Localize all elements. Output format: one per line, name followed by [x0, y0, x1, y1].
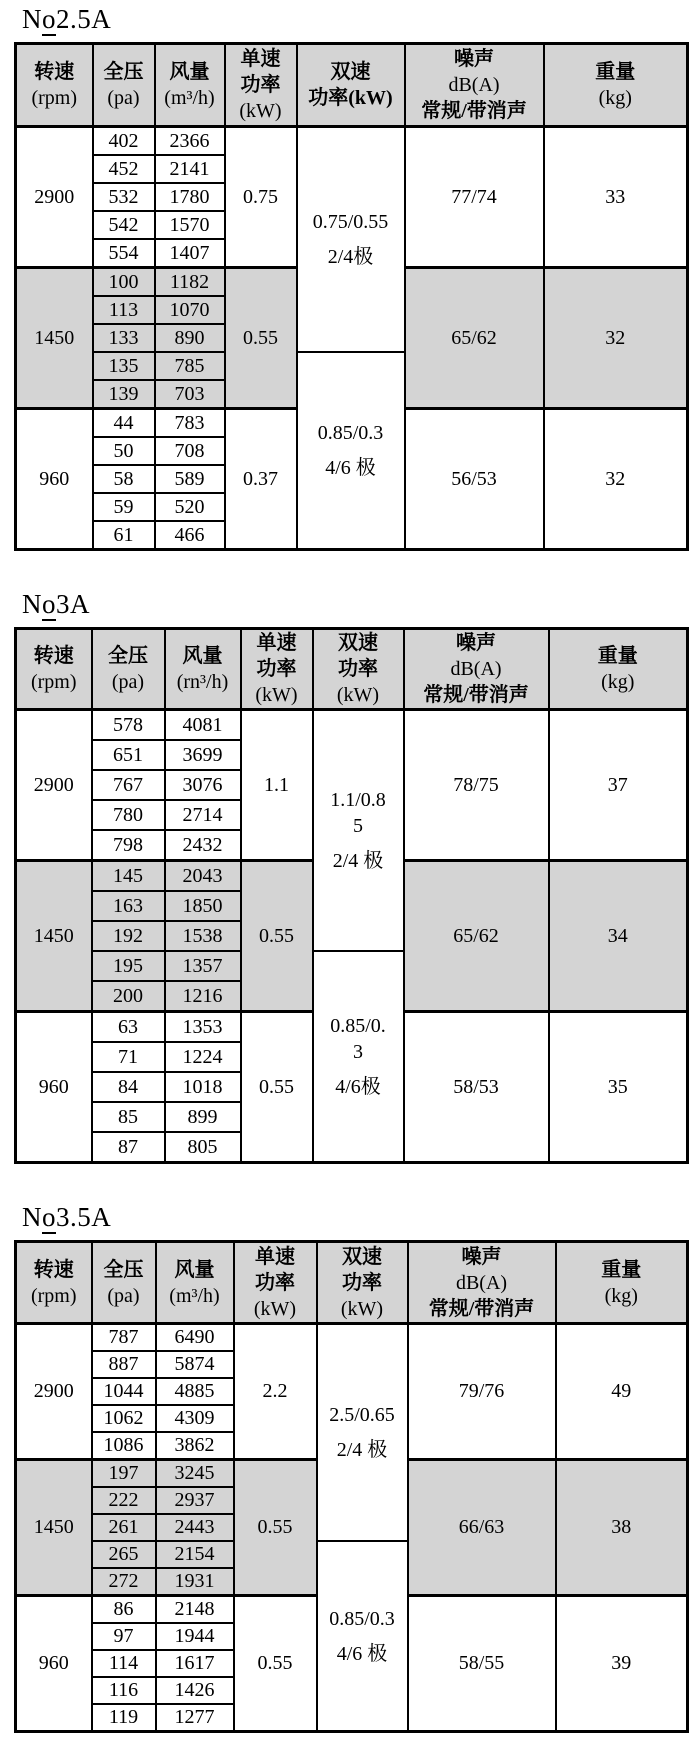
pressure-cell: 402 — [93, 127, 155, 156]
column-header-line: 常规/带消声 — [421, 100, 527, 122]
column-header-line: 全压 — [103, 61, 144, 83]
pressure-cell: 780 — [92, 800, 165, 830]
airflow-cell: 1182 — [155, 268, 225, 297]
table-title — [22, 589, 686, 620]
column-header-single-power — [234, 1242, 317, 1324]
title-pre: N — [22, 589, 42, 619]
title-pre: N — [22, 4, 42, 34]
pressure-cell: 578 — [92, 710, 165, 741]
pressure-cell: 163 — [92, 891, 165, 921]
single-power-cell: 0.55 — [241, 861, 313, 1012]
column-header-pressure — [93, 44, 155, 127]
header-row — [16, 1242, 688, 1324]
weight-cell: 37 — [549, 710, 688, 861]
weight-cell: 32 — [544, 409, 688, 550]
table-row — [16, 1324, 688, 1352]
section-no3-5a — [14, 1202, 686, 1733]
pressure-cell: 887 — [92, 1351, 156, 1378]
title-underlined: o — [42, 1202, 56, 1232]
column-header-line: 功率 — [342, 1271, 382, 1294]
airflow-cell: 1353 — [165, 1012, 241, 1043]
column-header-line: 功率 — [338, 658, 378, 680]
dual-power-line: 0.75/0.55 — [312, 211, 389, 233]
pressure-cell: 116 — [92, 1677, 156, 1704]
column-header-pressure — [92, 629, 165, 710]
pressure-cell: 651 — [92, 740, 165, 770]
column-header-line: 重量 — [597, 645, 638, 667]
airflow-cell: 1277 — [156, 1704, 234, 1732]
column-header-line: (kW) — [336, 684, 380, 706]
dual-power-cell — [297, 127, 405, 353]
column-header-line: (pa) — [107, 1284, 140, 1307]
column-header-airflow — [156, 1242, 234, 1324]
column-header-line: 双速 — [330, 61, 371, 83]
column-header-line: dB(A) — [448, 74, 500, 96]
column-header-line: 全压 — [103, 1258, 144, 1281]
column-header-line: (kg) — [604, 1284, 638, 1307]
airflow-cell: 2443 — [156, 1514, 234, 1541]
dual-power-cell — [313, 951, 404, 1163]
airflow-cell: 1070 — [155, 296, 225, 324]
noise-cell: 66/63 — [408, 1460, 556, 1596]
airflow-cell: 2148 — [156, 1596, 234, 1624]
column-header-line: 常规/带消声 — [423, 684, 529, 706]
column-header-weight — [549, 629, 688, 710]
column-header-line: 噪声 — [454, 48, 494, 70]
column-header-line: dB(A) — [455, 1271, 508, 1294]
airflow-cell: 589 — [155, 465, 225, 493]
pressure-cell: 135 — [93, 352, 155, 380]
airflow-cell: 708 — [155, 437, 225, 465]
dual-power-line: 4/6 极 — [325, 457, 376, 479]
single-power-cell: 0.55 — [225, 268, 297, 409]
airflow-cell: 1216 — [165, 981, 241, 1012]
column-header-line: 风量 — [182, 645, 223, 667]
column-header-noise — [404, 629, 549, 710]
airflow-cell: 1357 — [165, 951, 241, 981]
pressure-cell: 787 — [92, 1324, 156, 1352]
pressure-cell: 1086 — [92, 1432, 156, 1460]
column-header-dual-power — [313, 629, 404, 710]
airflow-cell: 783 — [155, 409, 225, 438]
pressure-cell: 85 — [92, 1102, 165, 1132]
airflow-cell: 1018 — [165, 1072, 241, 1102]
pressure-cell: 113 — [93, 296, 155, 324]
airflow-cell: 899 — [165, 1102, 241, 1132]
single-power-cell: 0.37 — [225, 409, 297, 550]
column-header-line: (rpm) — [30, 1284, 77, 1307]
column-header-noise — [408, 1242, 556, 1324]
pressure-cell: 50 — [93, 437, 155, 465]
rpm-cell: 2900 — [16, 710, 92, 861]
column-header-rpm — [16, 44, 93, 127]
rpm-cell: 1450 — [16, 268, 93, 409]
single-power-cell: 2.2 — [234, 1324, 317, 1460]
spec-table — [14, 627, 689, 1164]
dual-power-line: 5 — [353, 815, 363, 837]
airflow-cell: 4081 — [165, 710, 241, 741]
column-header-pressure — [92, 1242, 156, 1324]
column-header-airflow — [165, 629, 241, 710]
rpm-cell: 1450 — [16, 861, 92, 1012]
noise-cell: 65/62 — [404, 861, 549, 1012]
noise-cell: 77/74 — [405, 127, 544, 268]
airflow-cell: 1538 — [165, 921, 241, 951]
column-header-line: (pa) — [111, 671, 145, 693]
pressure-cell: 87 — [92, 1132, 165, 1163]
airflow-cell: 5874 — [156, 1351, 234, 1378]
column-header-line: 功率(kW) — [308, 87, 393, 109]
column-header-line: 全压 — [108, 645, 148, 667]
column-header-weight — [544, 44, 688, 127]
single-power-cell: 0.55 — [241, 1012, 313, 1163]
airflow-cell: 3862 — [156, 1432, 234, 1460]
airflow-cell: 3245 — [156, 1460, 234, 1488]
column-header-line: 常规/带消声 — [428, 1297, 535, 1320]
column-header-single-power — [241, 629, 313, 710]
column-header-line: 单速 — [255, 1245, 295, 1268]
airflow-cell: 1570 — [155, 211, 225, 239]
column-header-single-power — [225, 44, 297, 127]
header-row — [16, 44, 688, 127]
rpm-cell: 1450 — [16, 1460, 92, 1596]
pressure-cell: 542 — [93, 211, 155, 239]
airflow-cell: 2366 — [155, 127, 225, 156]
weight-cell: 32 — [544, 268, 688, 409]
dual-power-line: 3 — [353, 1041, 363, 1063]
airflow-cell: 805 — [165, 1132, 241, 1163]
column-header-rpm — [16, 629, 92, 710]
dual-power-cell — [317, 1541, 408, 1732]
noise-cell: 58/55 — [408, 1596, 556, 1732]
column-header-line: 风量 — [169, 61, 210, 83]
title-post: 2.5A — [56, 4, 112, 34]
pressure-cell: 58 — [93, 465, 155, 493]
weight-cell: 39 — [556, 1596, 688, 1732]
single-power-cell: 1.1 — [241, 710, 313, 861]
pressure-cell: 554 — [93, 239, 155, 268]
pressure-cell: 452 — [93, 155, 155, 183]
column-header-noise — [405, 44, 544, 127]
column-header-line: (m³/h) — [164, 87, 215, 109]
pressure-cell: 261 — [92, 1514, 156, 1541]
dual-power-cell — [297, 352, 405, 550]
pressure-cell: 133 — [93, 324, 155, 352]
dual-power-line: 4/6 极 — [336, 1642, 388, 1665]
spec-table — [14, 42, 689, 551]
pressure-cell: 97 — [92, 1623, 156, 1650]
single-power-cell: 0.75 — [225, 127, 297, 268]
pressure-cell: 1062 — [92, 1405, 156, 1432]
pressure-cell: 61 — [93, 521, 155, 550]
pressure-cell: 798 — [92, 830, 165, 861]
pressure-cell: 139 — [93, 380, 155, 409]
section-no2-5a — [14, 4, 686, 551]
dual-power-line: 2/4极 — [327, 246, 374, 268]
airflow-cell: 1944 — [156, 1623, 234, 1650]
dual-power-line: 4/6极 — [335, 1076, 381, 1098]
table-row — [16, 710, 688, 741]
airflow-cell: 1931 — [156, 1568, 234, 1596]
title-underlined: o — [42, 4, 56, 34]
airflow-cell: 2043 — [165, 861, 241, 892]
weight-cell: 49 — [556, 1324, 688, 1460]
table-title — [22, 1202, 686, 1233]
pressure-cell: 200 — [92, 981, 165, 1012]
column-header-line: (m³/h) — [169, 1284, 220, 1307]
column-header-line: (kW) — [239, 100, 282, 122]
noise-cell: 56/53 — [405, 409, 544, 550]
noise-cell: 58/53 — [404, 1012, 549, 1163]
airflow-cell: 4885 — [156, 1378, 234, 1405]
rpm-cell: 960 — [16, 409, 93, 550]
column-header-line: (rn³/h) — [176, 671, 229, 693]
pressure-cell: 100 — [93, 268, 155, 297]
column-header-line: (rpm) — [30, 671, 77, 693]
column-header-line: 单速 — [256, 632, 297, 654]
airflow-cell: 890 — [155, 324, 225, 352]
pressure-cell: 84 — [92, 1072, 165, 1102]
table-title — [22, 4, 686, 35]
title-post: 3A — [56, 589, 90, 619]
pressure-cell: 145 — [92, 861, 165, 892]
airflow-cell: 1617 — [156, 1650, 234, 1677]
column-header-line: 转速 — [34, 61, 75, 83]
single-power-cell: 0.55 — [234, 1460, 317, 1596]
pressure-cell: 63 — [92, 1012, 165, 1043]
single-power-cell: 0.55 — [234, 1596, 317, 1732]
airflow-cell: 1426 — [156, 1677, 234, 1704]
noise-cell: 79/76 — [408, 1324, 556, 1460]
spec-table — [14, 1240, 689, 1733]
column-header-line: 噪声 — [456, 632, 496, 654]
column-header-line: (kW) — [340, 1297, 384, 1320]
column-header-line: 转速 — [33, 645, 74, 667]
column-header-line: 功率 — [240, 74, 281, 96]
header-row — [16, 629, 688, 710]
table-row — [16, 127, 688, 156]
column-header-dual-power — [317, 1242, 408, 1324]
dual-power-line: 2/4 极 — [336, 1439, 388, 1461]
column-header-line: (kW) — [253, 1297, 297, 1320]
airflow-cell: 2937 — [156, 1487, 234, 1514]
pressure-cell: 1044 — [92, 1378, 156, 1405]
column-header-line: 双速 — [342, 1245, 382, 1268]
title-pre: N — [22, 1202, 42, 1232]
column-header-line: (pa) — [107, 87, 140, 109]
rpm-cell: 2900 — [16, 127, 93, 268]
column-header-line: 转速 — [33, 1258, 74, 1281]
pressure-cell: 71 — [92, 1042, 165, 1072]
column-header-line: (kW) — [255, 684, 298, 706]
dual-power-cell — [317, 1324, 408, 1542]
airflow-cell: 1407 — [155, 239, 225, 268]
dual-power-line: 0.85/0.3 — [317, 422, 384, 444]
column-header-line: (rpm) — [31, 87, 78, 109]
weight-cell: 34 — [549, 861, 688, 1012]
column-header-line: (kg) — [601, 671, 635, 693]
airflow-cell: 1780 — [155, 183, 225, 211]
column-header-rpm — [16, 1242, 92, 1324]
pressure-cell: 86 — [92, 1596, 156, 1624]
rpm-cell: 960 — [16, 1596, 92, 1732]
airflow-cell: 785 — [155, 352, 225, 380]
title-post: 3.5A — [56, 1202, 112, 1232]
column-header-weight — [556, 1242, 688, 1324]
pressure-cell: 767 — [92, 770, 165, 800]
weight-cell: 33 — [544, 127, 688, 268]
dual-power-line: 2/4 极 — [332, 850, 384, 872]
rpm-cell: 960 — [16, 1012, 92, 1163]
dual-power-cell — [313, 710, 404, 952]
airflow-cell: 1850 — [165, 891, 241, 921]
column-header-line: 功率 — [256, 658, 297, 680]
pressure-cell: 532 — [93, 183, 155, 211]
noise-cell: 65/62 — [405, 268, 544, 409]
pressure-cell: 272 — [92, 1568, 156, 1596]
airflow-cell: 4309 — [156, 1405, 234, 1432]
pressure-cell: 119 — [92, 1704, 156, 1732]
airflow-cell: 2141 — [155, 155, 225, 183]
pressure-cell: 192 — [92, 921, 165, 951]
pressure-cell: 44 — [93, 409, 155, 438]
airflow-cell: 1224 — [165, 1042, 241, 1072]
column-header-line: 重量 — [595, 61, 636, 83]
column-header-line: 噪声 — [461, 1245, 502, 1268]
column-header-line: (kg) — [598, 87, 632, 109]
weight-cell: 38 — [556, 1460, 688, 1596]
column-header-line: 单速 — [240, 48, 281, 70]
dual-power-line: 1.1/0.8 — [330, 789, 386, 811]
dual-power-line: 0.85/0. — [330, 1015, 386, 1037]
airflow-cell: 3076 — [165, 770, 241, 800]
pressure-cell: 197 — [92, 1460, 156, 1488]
rpm-cell: 2900 — [16, 1324, 92, 1460]
column-header-line: 风量 — [174, 1258, 215, 1281]
column-header-dual-power — [297, 44, 405, 127]
pressure-cell: 114 — [92, 1650, 156, 1677]
airflow-cell: 2154 — [156, 1541, 234, 1568]
airflow-cell: 466 — [155, 521, 225, 550]
dual-power-line: 0.85/0.3 — [329, 1607, 395, 1630]
airflow-cell: 3699 — [165, 740, 241, 770]
pressure-cell: 265 — [92, 1541, 156, 1568]
column-header-line: 功率 — [255, 1271, 295, 1294]
noise-cell: 78/75 — [404, 710, 549, 861]
column-header-line: 重量 — [601, 1258, 642, 1281]
airflow-cell: 703 — [155, 380, 225, 409]
airflow-cell: 2714 — [165, 800, 241, 830]
column-header-line: dB(A) — [450, 658, 502, 680]
column-header-airflow — [155, 44, 225, 127]
weight-cell: 35 — [549, 1012, 688, 1163]
airflow-cell: 6490 — [156, 1324, 234, 1352]
column-header-line: 双速 — [338, 632, 378, 654]
pressure-cell: 222 — [92, 1487, 156, 1514]
airflow-cell: 2432 — [165, 830, 241, 861]
airflow-cell: 520 — [155, 493, 225, 521]
pressure-cell: 195 — [92, 951, 165, 981]
title-underlined: o — [42, 589, 56, 619]
section-no3a — [14, 589, 686, 1164]
pressure-cell: 59 — [93, 493, 155, 521]
dual-power-line: 2.5/0.65 — [329, 1404, 395, 1426]
